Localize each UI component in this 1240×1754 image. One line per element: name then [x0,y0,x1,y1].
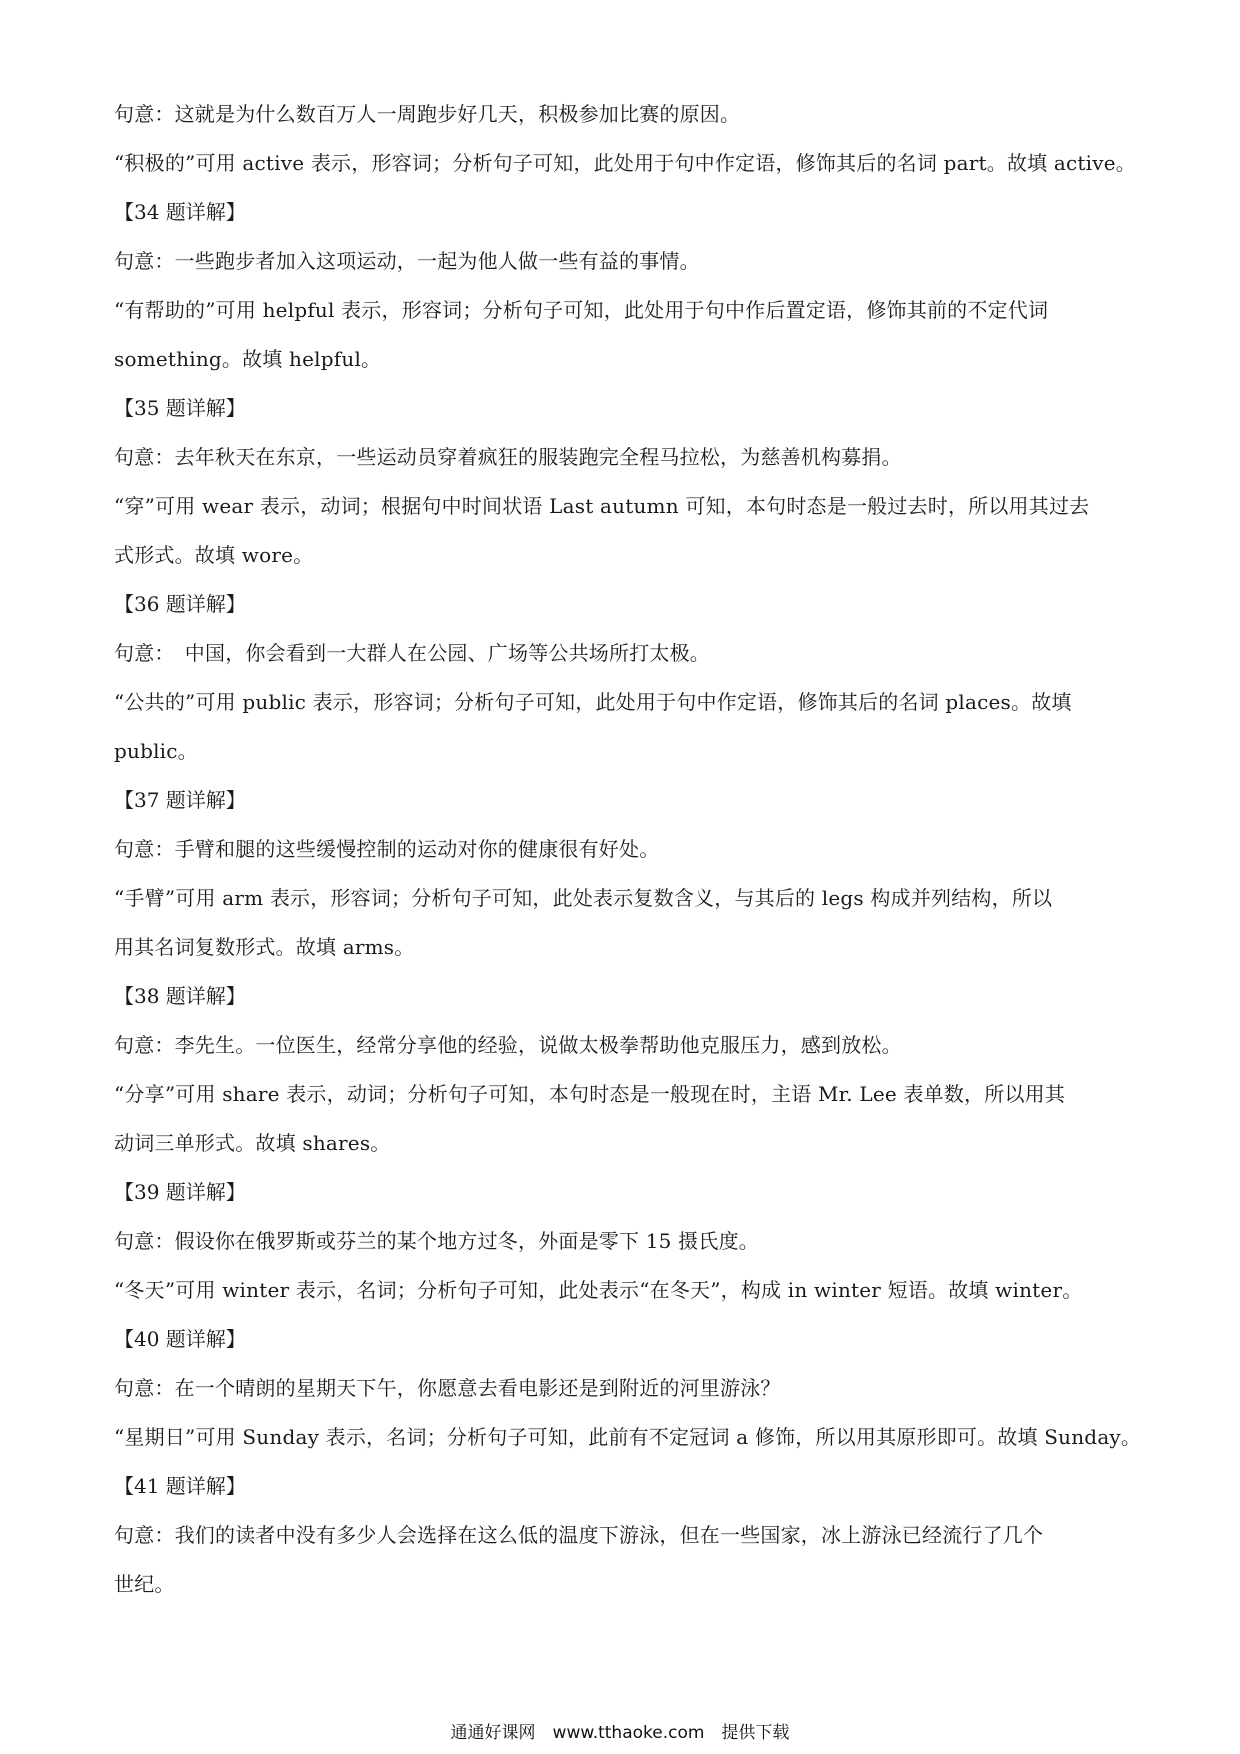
text-line: 句意：假设你在俄罗斯或芬兰的某个地方过冬，外面是零下 15 摄氏度。 [114,1229,759,1253]
text-line: “穿”可用 wear 表示，动词；根据句中时间状语 Last autumn 可知，本句时态是一般过去时，所以用其过去 [114,494,1090,518]
document-body [114,100,1142,1598]
section-heading: 【40 题详解】 [114,1327,246,1351]
text-line: 动词三单形式。故填 shares。 [114,1131,391,1155]
section-heading: 【39 题详解】 [114,1180,246,1204]
section-heading: 【41 题详解】 [114,1474,246,1498]
text-line: 式形式。故填 wore。 [114,543,314,567]
section-heading: 【37 题详解】 [114,788,246,812]
text-line: “冬天”可用 winter 表示，名词；分析句子可知，此处表示“在冬天”，构成 in winter 短语。故填 winter。 [114,1278,1083,1302]
text-line: 用其名词复数形式。故填 arms。 [114,935,415,959]
text-line: 句意：李先生。一位医生，经常分享他的经验，说做太极拳帮助他克服压力，感到放松。 [114,1033,902,1057]
text-line: “分享”可用 share 表示，动词；分析句子可知，本句时态是一般现在时，主语 Mr. Lee 表单数，所以用其 [114,1082,1066,1106]
text-line: public。 [114,739,198,763]
text-line: “星期日”可用 Sunday 表示，名词；分析句子可知，此前有不定冠词 a 修饰，所以用其原形即可。故填 Sunday。 [114,1425,1142,1449]
section-heading: 【36 题详解】 [114,592,246,616]
text-line: 句意：去年秋天在东京，一些运动员穿着疯狂的服装跑完全程马拉松，为慈善机构募捐。 [114,445,902,469]
text-line: 句意：这就是为什么数百万人一周跑步好几天，积极参加比赛的原因。 [114,102,741,126]
text-line: 句意：一些跑步者加入这项运动，一起为他人做一些有益的事情。 [114,249,700,273]
text-line: something。故填 helpful。 [114,347,382,371]
text-line: 世纪。 [114,1572,175,1596]
section-heading: 【34 题详解】 [114,200,246,224]
section-heading: 【38 题详解】 [114,984,246,1008]
text-line: “积极的”可用 active 表示，形容词；分析句子可知，此处用于句中作定语，修饰其后的名词 part。故填 active。 [114,151,1136,175]
text-line: “公共的”可用 public 表示，形容词；分析句子可知，此处用于句中作定语，修饰其后的名词 places。故填 [114,690,1072,714]
text-line: 句意：我们的读者中没有多少人会选择在这么低的温度下游泳，但在一些国家，冰上游泳已经流行了几个 [114,1523,1044,1547]
page-footer: 通通好课网 www.tthaoke.com 提供下载 [450,1723,790,1743]
section-heading: 【35 题详解】 [114,396,246,420]
text-line: 句意：在一个晴朗的星期天下午，你愿意去看电影还是到附近的河里游泳？ [114,1376,781,1400]
text-line: 句意：手臂和腿的这些缓慢控制的运动对你的健康很有好处。 [114,837,660,861]
text-line: “有帮助的”可用 helpful 表示，形容词；分析句子可知，此处用于句中作后置定语，修饰其前的不定代词 [114,298,1049,322]
text-line: 句意： 中国，你会看到一大群人在公园、广场等公共场所打太极。 [114,641,710,665]
text-line: “手臂”可用 arm 表示，形容词；分析句子可知，此处表示复数含义，与其后的 legs 构成并列结构，所以 [114,886,1053,910]
